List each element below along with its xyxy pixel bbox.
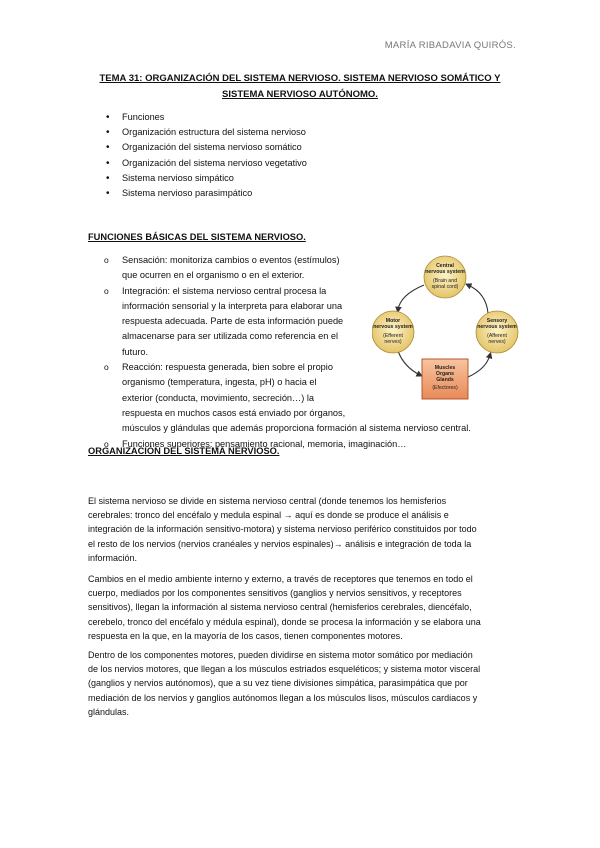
text-line: integración de la información sensitivo-motora) y sistema nervioso periférico constituidos por todo	[88, 524, 477, 535]
text-line: organismo (temperatura, ingesta, pH) o hacia el	[122, 377, 317, 388]
section-title-organization: ORGANIZACIÓN DEL SISTEMA NERVIOSO.	[88, 446, 280, 456]
sensory-label: Sensory	[486, 318, 508, 324]
text-line: información.	[88, 552, 138, 563]
motor-label: Motor	[385, 318, 401, 324]
author-name: MARÍA RIBADAVIA QUIRÓS.	[384, 40, 516, 51]
motor-label: nerves)	[384, 339, 402, 345]
title-line-2: SISTEMA NERVIOSO AUTÓNOMO.	[222, 89, 378, 100]
effectors-label: (Efectores)	[432, 385, 458, 391]
text-line: cerebelo, tronco del encéfalo y médula espinal), donde se procesa la información y se elabora una	[88, 616, 481, 627]
central-label: spinal cord)	[431, 284, 459, 290]
topic-item: • Organización estructura del sistema nervioso	[106, 125, 307, 140]
topics-list	[106, 110, 307, 201]
text-line: El sistema nervioso se divide en sistema nervioso central (donde tenemos los hemisferios	[88, 496, 447, 506]
sensory-label: nervous system	[477, 324, 517, 330]
text-line: exterior (conducta, movimiento, secreción…) la	[122, 392, 314, 403]
text-line: Cambios en el medio ambiente interno y externo, a través de receptores que tenemos en todo el	[88, 574, 473, 584]
text-line: el resto de los nervios (nervios cranéales y nervios espinales)→ análisis e integración de toda la	[88, 538, 472, 549]
text-line: o Integración: el sistema nervioso central procesa la	[122, 285, 327, 296]
text-line: glándulas.	[88, 706, 130, 717]
text-line: información sensorial y la interpreta para elaborar una	[122, 300, 343, 311]
central-label: nervous system	[425, 269, 465, 275]
text-line: músculos y glándulas que además proporciona formación al sistema nervioso central.	[122, 423, 471, 434]
topic-item: • Sistema nervioso parasimpático	[106, 186, 307, 201]
arrow-central-to-motor	[398, 285, 424, 310]
text-line: cuerpo, mediados por los componentes sensitivos (ganglios y nervios sensitivos, y receptores	[88, 588, 462, 599]
text-line: respuesta en muchos casos está enviado por órganos,	[122, 407, 346, 418]
text-line: o Sensación: monitoriza cambios o eventos (estímulos)	[122, 255, 340, 265]
arrow-sensory-to-central	[468, 285, 488, 313]
effectors-label: Glands	[436, 377, 454, 383]
topic-item: • Funciones	[106, 110, 307, 125]
text-line: respuesta en la que, en la mayoría de los casos, tienen componentes motores.	[88, 630, 403, 641]
sensory-label: (Afferent	[487, 333, 507, 339]
title-line-1: TEMA 31: ORGANIZACIÓN DEL SISTEMA NERVIOSO. SISTEMA NERVIOSO SOMÁTICO Y	[99, 73, 501, 84]
section-title-functions: FUNCIONES BÁSICAS DEL SISTEMA NERVIOSO.	[88, 232, 306, 242]
nervous-system-diagram	[372, 255, 520, 405]
central-label: (Brain and	[433, 278, 457, 284]
topic-item: • Organización del sistema nervioso vegetativo	[106, 156, 307, 171]
text-line: cerebrales: tronco del encéfalo y medula espinal → aquí es donde se produce el análisis e	[88, 510, 449, 521]
paragraph-2	[88, 572, 516, 643]
paragraph-1	[88, 494, 516, 565]
text-line: o Reacción: respuesta generada, bien sobre el propio	[122, 362, 333, 373]
arrow-effectors-to-sensory	[468, 355, 490, 377]
document-title	[88, 71, 512, 103]
motor-label: nervous system	[373, 324, 413, 330]
topic-item: • Organización del sistema nervioso somático	[106, 140, 307, 155]
text-line: de los nervios motores, que llegan a los músculos estriados esqueléticos; y sistema motor visceral	[88, 664, 481, 675]
motor-label: (Efferent	[383, 333, 403, 339]
text-line: Dentro de los componentes motores, pueden dividirse en sistema motor somático por mediación	[88, 650, 473, 660]
text-line: que ocurren en el organismo o en el exterior.	[122, 270, 305, 281]
effectors-label: Organs	[435, 371, 455, 377]
text-line: o Funciones superiores: pensamiento racional, memoria, imaginación…	[122, 438, 407, 449]
text-line: sensitivos), llegan la información al sistema nervioso central (hemisferios cerebrales, diencéfalo,	[88, 602, 472, 613]
sensory-label: nerves)	[488, 339, 506, 345]
text-line: mediación de los nervios y ganglios autónomos llegan a los músculos lisos, músculos cardiacos y	[88, 692, 478, 703]
text-line: futuro.	[122, 346, 149, 357]
text-line: (ganglios y nervios autónomos), que a su vez tiene divisiones simpática, parasimpática que por	[88, 678, 468, 689]
text-line: almacenarse para ser utilizada como referencia en el	[122, 331, 339, 342]
effectors-label: Muscles	[434, 365, 456, 371]
central-label: Central	[436, 263, 454, 269]
topic-item: • Sistema nervioso simpático	[106, 171, 307, 186]
arrow-motor-to-effectors	[398, 351, 420, 375]
paragraph-3	[88, 648, 516, 719]
text-line: respuesta adecuada. Parte de esta información puede	[122, 316, 344, 327]
